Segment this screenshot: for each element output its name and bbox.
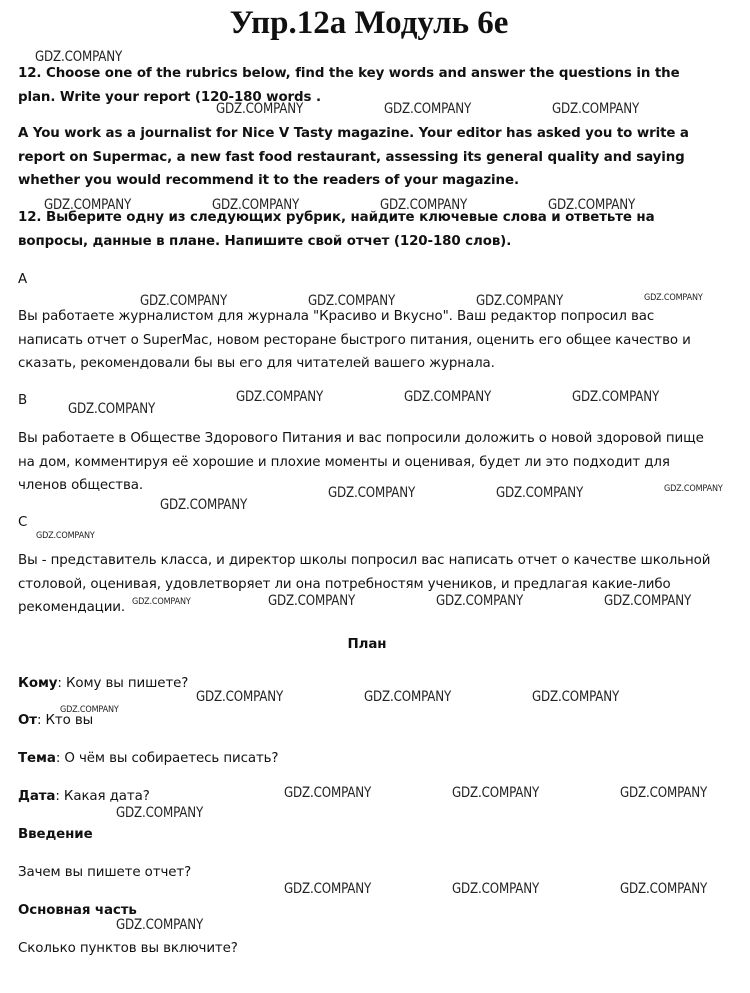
watermark: GDZ.COMPANY bbox=[35, 49, 123, 65]
plan-from-line bbox=[18, 709, 718, 733]
watermark: GDZ.COMPANY bbox=[132, 597, 191, 607]
watermark: GDZ.COMPANY bbox=[44, 197, 132, 213]
rubric-a-en: A You work as a journalist for Nice V Tasty magazine. Your editor has asked you to write a report on Supermac, a new fast food restaurant, assessing its general quality and saying whether you would recommend it to the readers of your magazine. bbox=[18, 126, 689, 188]
watermark: GDZ.COMPANY bbox=[36, 531, 95, 541]
task-instruction-en: 12. Choose one of the rubrics below, find the key words and answer the questions in the plan. Write your report (120-180 words . bbox=[18, 66, 680, 105]
plan-from-label: От bbox=[18, 713, 37, 728]
watermark: GDZ.COMPANY bbox=[212, 197, 300, 213]
plan-to-label: Кому bbox=[18, 676, 58, 691]
rubric-c-ru: Вы - представитель класса, и директор школы попросил вас написать отчет о качестве школьной столовой, оценивая, удовлетворяет ли она потребностям учеников, и предлагая какие-либо рекомендации. bbox=[18, 553, 711, 615]
rubric-a-letter: A bbox=[18, 272, 28, 287]
watermark: GDZ.COMPANY bbox=[116, 805, 204, 821]
rubric-a-ru: Вы работаете журналистом для журнала "Красиво и Вкусно". Ваш редактор попросил вас написать отчет о SuperMac, новом ресторане быстрого питания, оценить его общее качество и сказать, рекомендовали бы вы его для читателей вашего журнала. bbox=[18, 309, 691, 371]
watermark: GDZ.COMPANY bbox=[380, 197, 468, 213]
watermark: GDZ.COMPANY bbox=[620, 881, 708, 897]
watermark: GDZ.COMPANY bbox=[452, 785, 540, 801]
plan-date-text: : Какая дата? bbox=[55, 789, 150, 804]
plan-main-heading: Основная часть bbox=[18, 903, 137, 918]
rubric-b-letter: B bbox=[18, 393, 28, 408]
watermark: GDZ.COMPANY bbox=[364, 689, 452, 705]
watermark: GDZ.COMPANY bbox=[572, 389, 660, 405]
rubric-b-ru: Вы работаете в Обществе Здорового Питания и вас попросили доложить о новой здоровой пище на дом, комментируя её хорошие и плохие моменты и оценивая, будет ли это подходит для членов общества. bbox=[18, 431, 704, 493]
watermark: GDZ.COMPANY bbox=[476, 293, 564, 309]
watermark: GDZ.COMPANY bbox=[328, 485, 416, 501]
page-title: Упр.12a Модуль 6e bbox=[229, 5, 509, 41]
watermark: GDZ.COMPANY bbox=[404, 389, 492, 405]
plan-intro-question: Зачем вы пишете отчет? bbox=[18, 865, 192, 880]
task-instruction-ru: 12. Выберите одну из следующих рубрик, найдите ключевые слова и ответьте на вопросы, данные в плане. Напишите свой отчет (120-180 слов). bbox=[18, 210, 655, 249]
plan-main-question: Сколько пунктов вы включите? bbox=[18, 941, 238, 956]
watermark: GDZ.COMPANY bbox=[284, 785, 372, 801]
watermark: GDZ.COMPANY bbox=[284, 881, 372, 897]
watermark: GDZ.COMPANY bbox=[60, 705, 119, 715]
plan-subject-text: : О чём вы собираетесь писать? bbox=[55, 751, 279, 766]
rubric-c-letter: C bbox=[18, 515, 28, 530]
plan-subject-line bbox=[18, 747, 718, 771]
watermark: GDZ.COMPANY bbox=[436, 593, 524, 609]
watermark: GDZ.COMPANY bbox=[308, 293, 396, 309]
watermark: GDZ.COMPANY bbox=[196, 689, 284, 705]
watermark: GDZ.COMPANY bbox=[644, 293, 703, 303]
watermark: GDZ.COMPANY bbox=[452, 881, 540, 897]
watermark: GDZ.COMPANY bbox=[548, 197, 636, 213]
watermark: GDZ.COMPANY bbox=[160, 497, 248, 513]
watermark: GDZ.COMPANY bbox=[140, 293, 228, 309]
watermark: GDZ.COMPANY bbox=[384, 101, 472, 117]
watermark: GDZ.COMPANY bbox=[532, 689, 620, 705]
watermark: GDZ.COMPANY bbox=[236, 389, 324, 405]
plan-subject-label: Тема bbox=[18, 751, 56, 766]
watermark: GDZ.COMPANY bbox=[664, 484, 723, 494]
watermark: GDZ.COMPANY bbox=[216, 101, 304, 117]
plan-from-text: : Кто вы bbox=[36, 713, 94, 728]
watermark: GDZ.COMPANY bbox=[604, 593, 692, 609]
watermark: GDZ.COMPANY bbox=[68, 401, 156, 417]
watermark: GDZ.COMPANY bbox=[552, 101, 640, 117]
plan-date-label: Дата bbox=[18, 789, 56, 804]
plan-to-text: : Кому вы пишете? bbox=[57, 676, 189, 691]
watermark: GDZ.COMPANY bbox=[116, 917, 204, 933]
plan-heading: План bbox=[347, 637, 387, 652]
watermark: GDZ.COMPANY bbox=[496, 485, 584, 501]
watermark: GDZ.COMPANY bbox=[620, 785, 708, 801]
plan-intro-heading: Введение bbox=[18, 827, 93, 842]
watermark: GDZ.COMPANY bbox=[268, 593, 356, 609]
